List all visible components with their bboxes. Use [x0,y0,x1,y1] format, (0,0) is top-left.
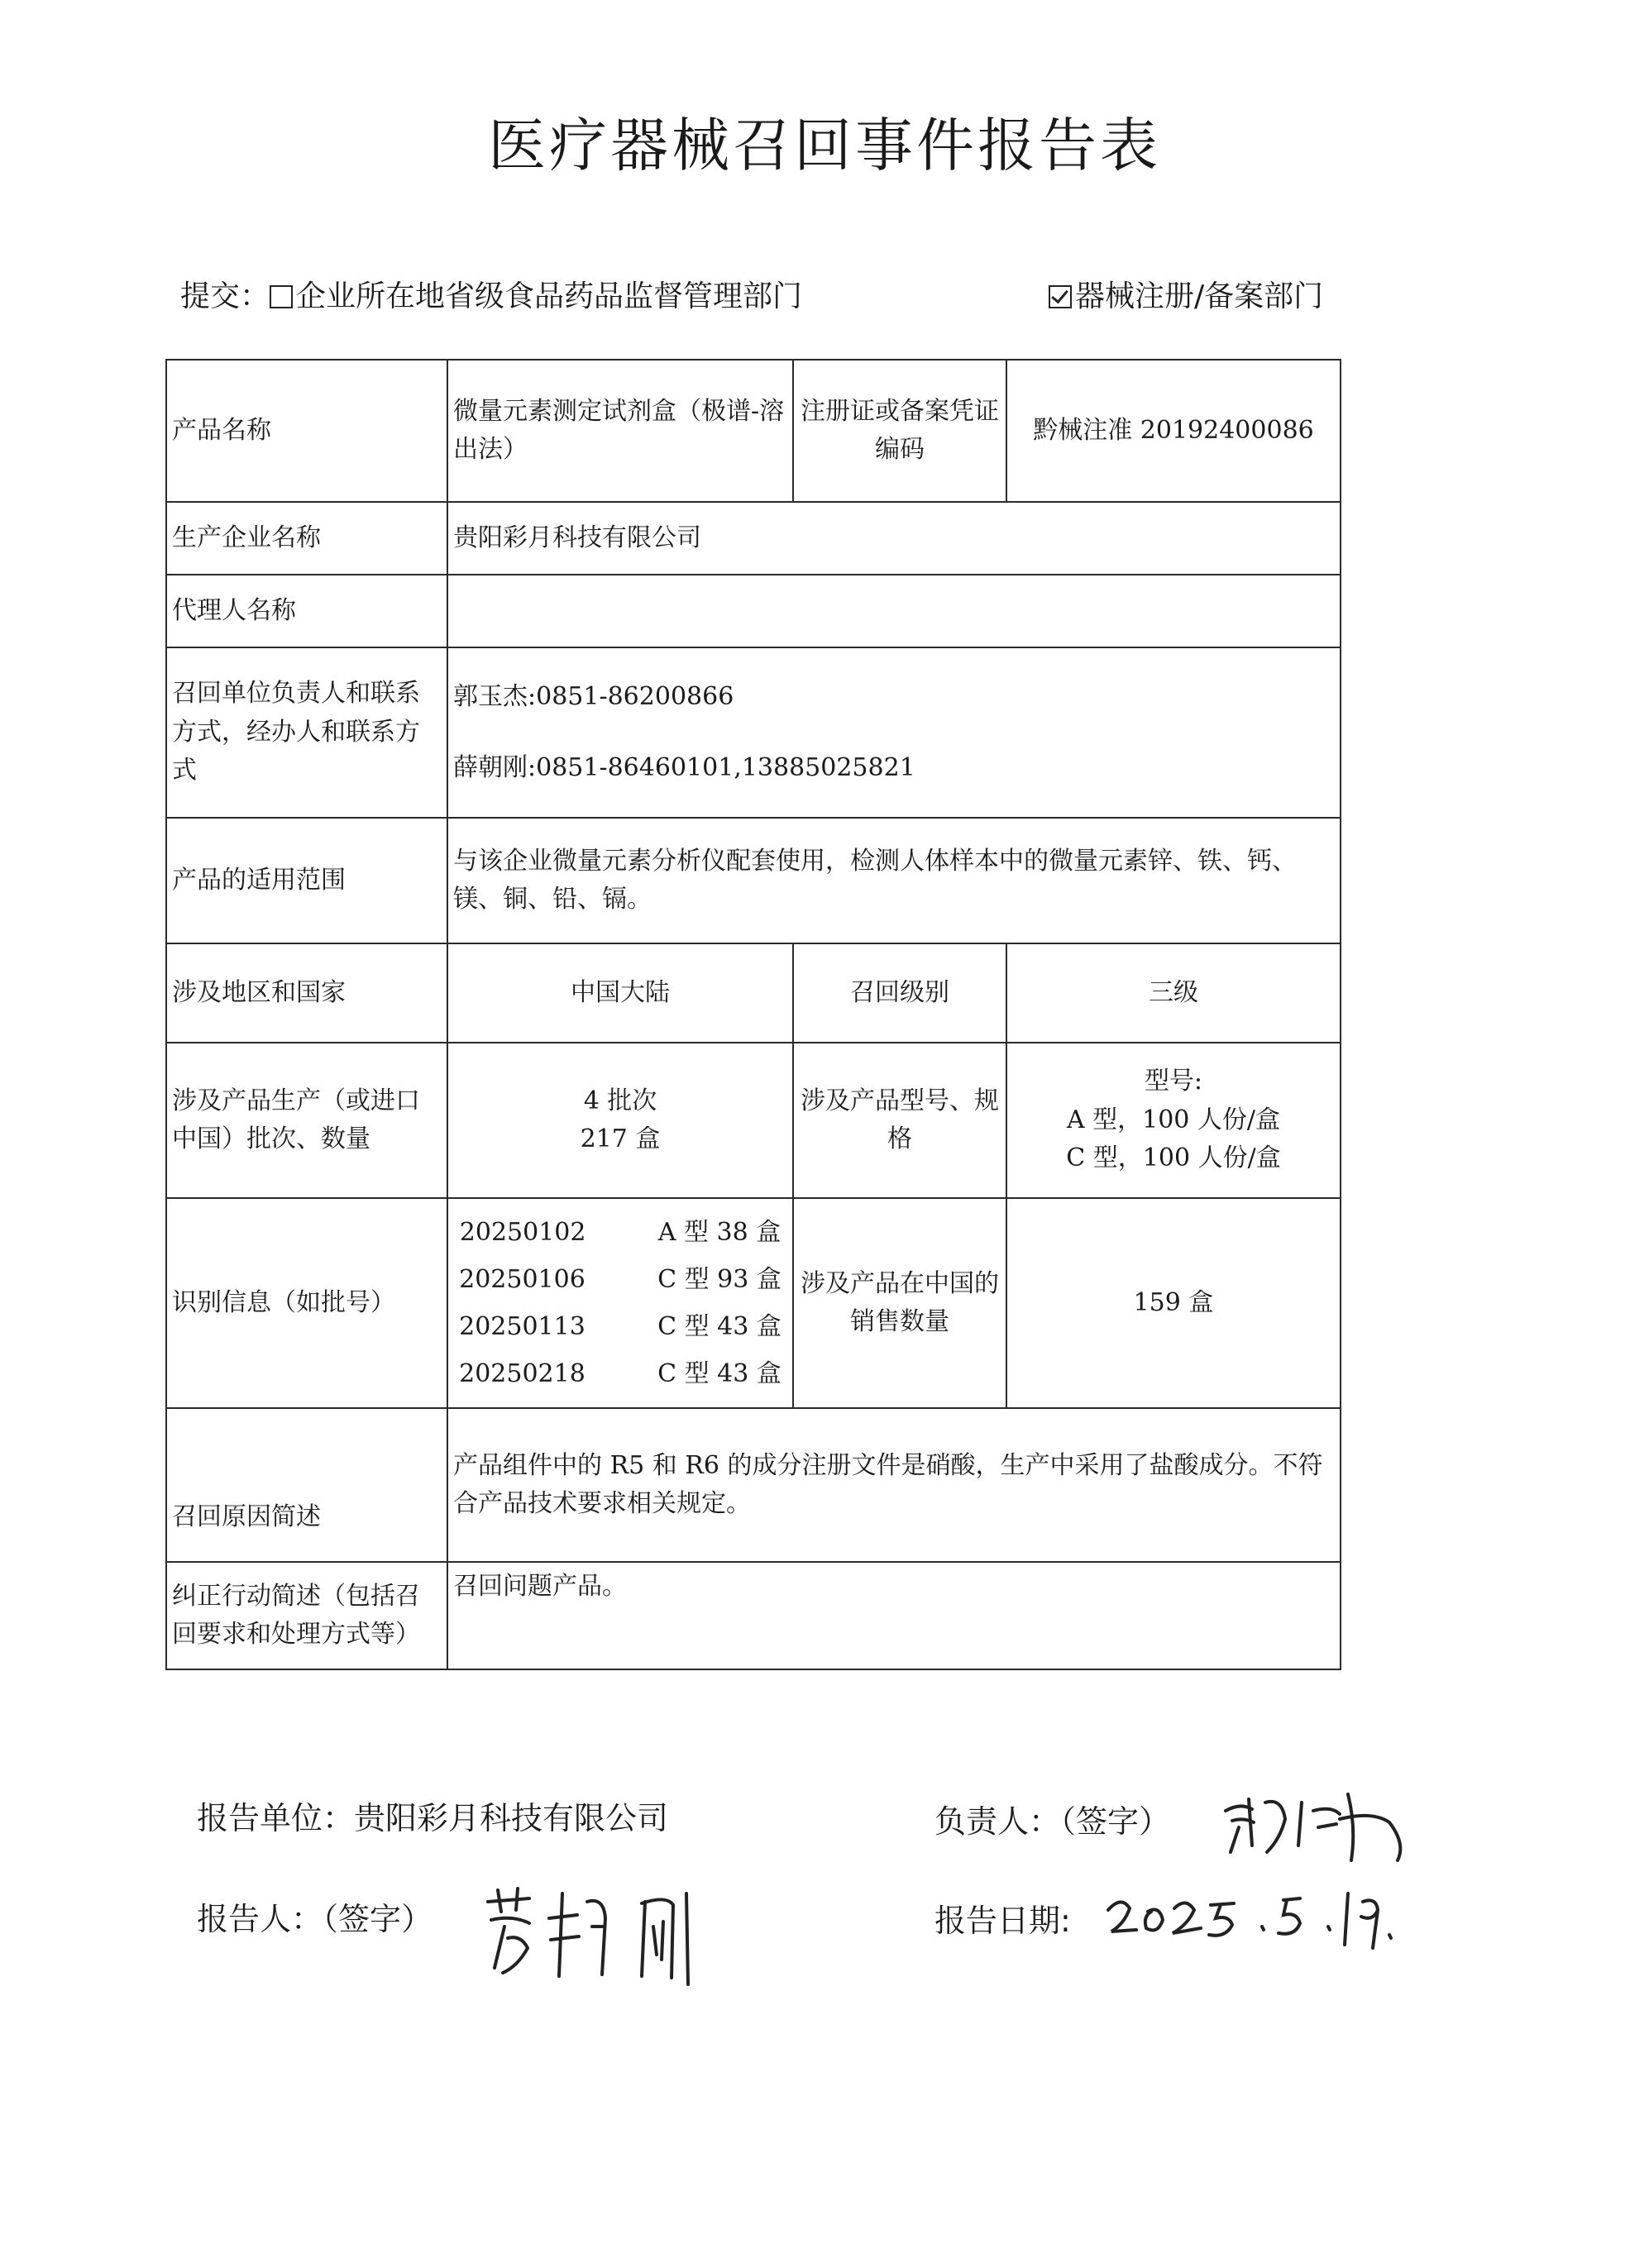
agent-value [447,575,1341,647]
reason-label: 召回原因简述 [166,1408,447,1562]
model-label: 涉及产品型号、规格 [793,1043,1006,1198]
report-date-label: 报告日期: [934,1903,1071,1939]
batch-number: 20250218 [459,1359,586,1388]
batch-line [453,1350,787,1397]
action-label: 纠正行动简述（包括召回要求和处理方式等） [166,1562,447,1669]
batch-number: 20250113 [459,1312,586,1341]
reporter-signature [480,1869,728,1993]
batch-quantity: C 型 43 盒 [657,1359,781,1388]
batch-quantity: A 型 38 盒 [657,1218,781,1247]
table-row [166,360,1341,502]
checkbox-provincial[interactable] [270,285,293,308]
submit-option-registration: 器械注册/备案部门 [1075,279,1324,313]
batch-quantity: C 型 93 盒 [657,1265,781,1294]
manufacturer-label: 生产企业名称 [166,502,447,575]
model-a: A 型，100 人份/盒 [1066,1105,1281,1134]
batch-line [453,1303,787,1350]
registration-value: 黔械注准 20192400086 [1006,360,1341,502]
batch-line [453,1209,787,1256]
checkbox-registration[interactable] [1049,285,1072,308]
table-row [166,1198,1341,1408]
recall-level-label: 召回级别 [793,943,1006,1043]
batch-quantity: C 型 43 盒 [657,1312,781,1341]
sales-value: 159 盒 [1006,1198,1341,1408]
contact-line-1: 郭玉杰:0851-86200866 [453,681,734,711]
table-row [166,647,1341,818]
batches-value [447,1043,793,1198]
reporter-label: 报告人：（签字） [197,1901,433,1937]
action-value: 召回问题产品。 [447,1562,1341,1669]
batch-number: 20250106 [459,1265,586,1294]
model-c: C 型，100 人份/盒 [1066,1144,1281,1173]
report-date-handwritten [1100,1869,1398,1951]
region-label: 涉及地区和国家 [166,943,447,1043]
product-name-value: 微量元素测定试剂盒（极谱-溶出法） [447,360,793,502]
table-row [166,1562,1341,1669]
manufacturer-value: 贵阳彩月科技有限公司 [447,502,1341,575]
batches-quantity: 217 盒 [580,1124,661,1153]
table-row [166,575,1341,647]
table-row [166,943,1341,1043]
batch-line [453,1256,787,1303]
model-heading: 型号: [1144,1067,1203,1096]
table-row [166,502,1341,575]
model-value [1006,1043,1341,1198]
batch-number: 20250102 [459,1218,586,1247]
recall-form-table [165,359,1341,1670]
responsible-signature [1216,1769,1431,1869]
scope-value: 与该企业微量元素分析仪配套使用，检测人体样本中的微量元素锌、铁、钙、镁、铜、铅、镉。 [447,818,1341,943]
submit-option-registration-wrap [1049,273,1323,315]
responsible-label: 负责人：（签字） [934,1803,1171,1840]
table-row [166,1043,1341,1198]
registration-label: 注册证或备案凭证编码 [793,360,1006,502]
identification-label: 识别信息（如批号） [166,1198,447,1408]
table-row [166,818,1341,943]
document-title: 医疗器械召回事件报告表 [488,112,1161,179]
submit-option-provincial: 企业所在地省级食品药品监督管理部门 [296,279,803,313]
batches-label: 涉及产品生产（或进口中国）批次、数量 [166,1043,447,1198]
report-unit: 报告单位：贵阳彩月科技有限公司 [197,1800,669,1836]
reason-value: 产品组件中的 R5 和 R6 的成分注册文件是硝酸，生产中采用了盐酸成分。不符合产品技术要求相关规定。 [447,1408,1341,1562]
region-value: 中国大陆 [447,943,793,1043]
batches-count: 4 批次 [583,1086,657,1115]
recall-level-value: 三级 [1006,943,1341,1043]
contact-value [447,647,1341,818]
table-row [166,1408,1341,1562]
sales-label: 涉及产品在中国的销售数量 [793,1198,1006,1408]
identification-value [447,1198,793,1408]
submit-prefix: 提交： [180,279,270,313]
contact-label: 召回单位负责人和联系方式，经办人和联系方式 [166,647,447,818]
scope-label: 产品的适用范围 [166,818,447,943]
agent-label: 代理人名称 [166,575,447,647]
product-name-label: 产品名称 [166,360,447,502]
contact-line-2: 薛朝刚:0851-86460101,13885025821 [453,753,915,782]
